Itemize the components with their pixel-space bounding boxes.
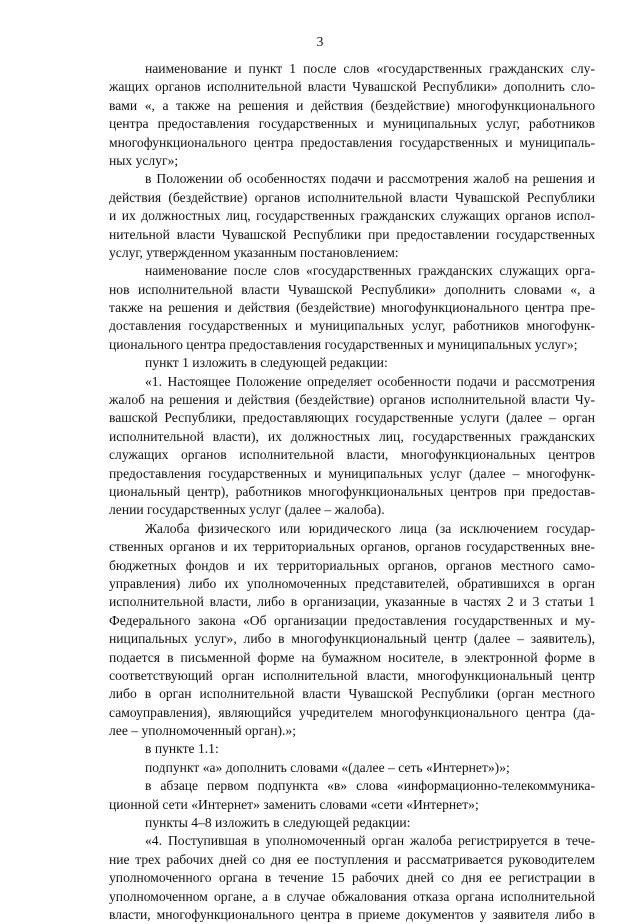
text-line: в Положении об особенностях подачи и рассмотрения жалоб на решения и [145, 171, 595, 187]
text-line: ционной сети «Интернет» заменить словами «сети «Интернет»; [109, 796, 479, 812]
text-line: Федерального закона «Об организации предоставления государственных и му- [109, 612, 595, 628]
text-line: доставления государственных и муниципальных услуг, работников многофунк- [109, 318, 595, 334]
document-body [109, 60, 595, 924]
text-line: исполнительной власти, либо в организации, указанные в частях 2 и 3 статьи 1 [109, 594, 595, 610]
text-line: циональный центр), работников многофункциональных центров при предостав- [109, 483, 595, 499]
text-line: пункт 1 изложить в следующей редакции: [145, 355, 388, 371]
text-line: подпункт «а» дополнить словами «(далее – сеть «Интернет»)»; [145, 759, 510, 775]
text-line: нительной власти Чувашской Республики при предоставлении государственных [109, 226, 595, 242]
text-line: самоуправления), являющийся учредителем многофункционального центра (да- [109, 704, 595, 720]
page-number: 3 [316, 34, 324, 49]
text-line: лении государственных услуг (далее – жалоба). [109, 502, 385, 518]
text-line: исполнительной власти), их должностных лиц, государственных гражданских [109, 428, 595, 444]
text-line: лее – уполномоченный орган).»; [109, 723, 296, 739]
text-line: подается в письменной форме на бумажном носителе, в электронной форме в [109, 649, 595, 665]
text-line: бюджетных фондов и их территориальных органов, органов местного само- [109, 557, 595, 573]
text-line: ных услуг»; [109, 152, 179, 168]
text-line: ционального центра предоставления государственных и муниципальных услуг»; [109, 336, 578, 352]
text-line: многофункционального центра предоставления государственных и муниципаль- [109, 134, 595, 150]
text-line: вами «, а также на решения и действия (бездействие) многофункционального [109, 97, 595, 113]
text-line: Жалоба физического или юридического лица (за исключением государ- [145, 520, 595, 536]
text-line: центра предоставления государственных и муниципальных услуг, работников [109, 116, 595, 132]
text-line: предоставления государственных и муниципальных услуг (далее – многофунк- [109, 465, 595, 481]
text-line: уполномоченного органа в течение 15 рабочих дней со дня ее регистрации в [109, 870, 595, 886]
text-line: «4. Поступившая в уполномоченный орган жалоба регистрируется в тече- [145, 833, 595, 849]
text-line: жалоб на решения и действия (бездействие) органов исполнительной власти Чу- [109, 392, 595, 408]
text-line: управления) либо их уполномоченных представителей, обратившихся в орган [109, 575, 595, 591]
text-line: нов исполнительной власти Чувашской Республики» дополнить словами «, а [109, 281, 595, 297]
text-line: власти, многофункционального центра в приеме документов у заявителя либо в [109, 906, 595, 922]
text-line: уполномоченном органе, а в случае обжалования отказа органа исполнительной [109, 888, 595, 904]
text-line: в пункте 1.1: [145, 741, 219, 757]
text-line: соответствующий орган исполнительной власти, многофункциональный центр [109, 667, 595, 683]
text-line: также на решения и действия (бездействие) многофункционального центра пре- [109, 300, 595, 316]
text-line: услуг, утвержденном указанным постановлением: [109, 244, 399, 260]
text-line: пункты 4–8 изложить в следующей редакции: [145, 815, 411, 831]
text-line: ниципальных услуг», либо в многофункциональный центр (далее – заявитель), [109, 631, 595, 647]
text-line: либо в орган исполнительной власти Чувашской Республики (орган местного [109, 686, 595, 702]
text-line: действия (бездействие) органов исполнительной власти Чувашской Республики [109, 189, 595, 205]
text-line: «1. Настоящее Положение определяет особенности подачи и рассмотрения [145, 373, 595, 389]
text-line: наименование после слов «государственных гражданских служащих орга- [145, 263, 595, 279]
text-line: наименование и пункт 1 после слов «государственных гражданских слу- [145, 61, 595, 76]
text-line: в абзаце первом подпункта «в» слова «информационно-телекоммуника- [145, 778, 595, 794]
text-line: служащих органов исполнительной власти, многофункциональных центров [109, 447, 595, 463]
text-line: ние трех рабочих дней со дня ее поступления и рассматривается руководителем [109, 851, 595, 867]
text-line: ственных органов и их территориальных органов, органов государственных вне- [109, 539, 595, 555]
text-line: вашской Республики, предоставляющих государственные услуги (далее – орган [109, 410, 595, 426]
text-line: и их должностных лиц, государственных гражданских служащих органов испол- [109, 208, 595, 224]
text-line: жащих органов исполнительной власти Чувашской Республики» дополнить сло- [109, 79, 595, 95]
